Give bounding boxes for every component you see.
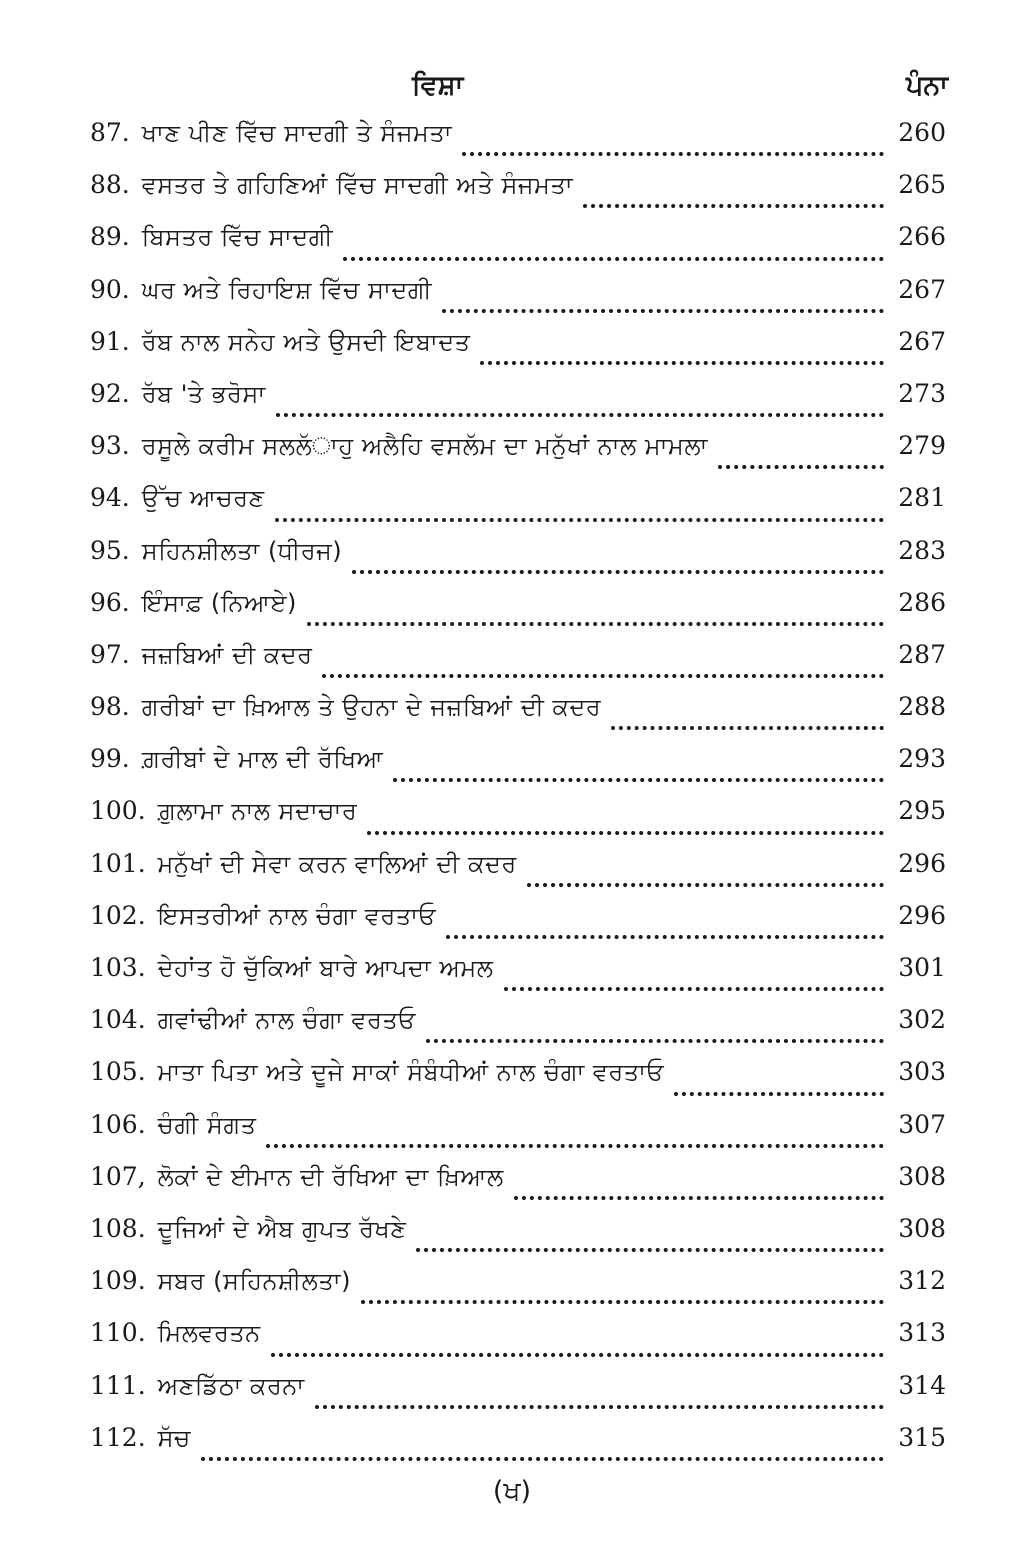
toc-entry-title: ਸਹਿਨਸ਼ੀਲਤਾ (ਧੀਰਜ)	[141, 536, 343, 565]
toc-entry-number: 102.	[90, 900, 146, 930]
toc-entry-title: ਜਜ਼ਬਿਆਂ ਦੀ ਕਦਰ	[141, 640, 313, 669]
toc-entry-title: ਇਸਤਰੀਆਂ ਨਾਲ ਚੰਗਾ ਵਰਤਾਓ	[157, 901, 437, 930]
toc-entry-title: ਲੋਕਾਂ ਦੇ ਈਮਾਨ ਦੀ ਰੱਖਿਆ ਦਾ ਖ਼ਿਆਲ	[157, 1162, 504, 1191]
toc-entry-number: 110.	[90, 1318, 146, 1348]
toc-dot-leader	[611, 726, 884, 730]
toc-entry-title: ਮਾਤਾ ਪਿਤਾ ਅਤੇ ਦੂਜੇ ਸਾਕਾਂ ਸੰਬੰਧੀਆਂ ਨਾਲ ਚੰਗਾ ਵਰਤਾਓ	[157, 1058, 665, 1087]
toc-entry-number: 107,	[90, 1161, 146, 1191]
toc-entry-page: 303	[898, 1057, 946, 1087]
toc-dot-leader	[352, 570, 884, 574]
toc-entry	[90, 796, 946, 848]
toc-entry-title: ਰਸੂਲੇ ਕਰੀਮ ਸਲਲੱਾਹੁ ਅਲੈਹਿ ਵਸਲੱਮ ਦਾ ਮਨੁੱਖਾਂ ਨਾਲ ਮਾਮਲਾ	[141, 432, 708, 461]
toc-entry-title: ਘਰ ਅਤੇ ਰਿਹਾਇਸ਼ ਵਿੱਚ ਸਾਦਗੀ	[141, 275, 433, 304]
toc-dot-leader	[718, 465, 884, 469]
toc-entry-number: 106.	[90, 1109, 146, 1139]
toc-entry-number: 109.	[90, 1266, 146, 1296]
toc-entry-number: 88.	[90, 170, 130, 200]
toc-entry-title: ਸੱਚ	[157, 1423, 191, 1452]
toc-entry-page: 287	[898, 639, 946, 669]
toc-entry-number: 112.	[90, 1422, 146, 1452]
toc-entry	[90, 1057, 946, 1109]
toc-entry	[90, 275, 946, 327]
toc-entry-number: 98.	[90, 692, 130, 722]
toc-entry-number: 89.	[90, 222, 130, 252]
toc-entry-title: ਦੇਹਾਂਤ ਹੋ ਚੁੱਕਿਆਂ ਬਾਰੇ ਆਪਦਾ ਅਮਲ	[157, 954, 494, 982]
toc-entry	[90, 1318, 946, 1370]
toc-entry-title: ਸਬਰ (ਸਹਿਨਸ਼ੀਲਤਾ)	[157, 1267, 351, 1296]
toc-entry-title: ਅਣਡਿੱਠਾ ਕਰਨਾ	[157, 1371, 305, 1400]
toc-entry-page: 296	[898, 848, 946, 878]
toc-entry-number: 105.	[90, 1057, 146, 1087]
toc-entry-title: ਬਿਸਤਰ ਵਿੱਚ ਸਾਦਗੀ	[141, 223, 334, 252]
topic-column-heading: ਵਿਸ਼ਾ	[412, 70, 464, 101]
page-number-marker: (ਖ)	[492, 1476, 532, 1507]
toc-entry-number: 90.	[90, 274, 130, 304]
toc-entry-number: 104.	[90, 1005, 146, 1035]
toc-entry-title: ਵਸਤਰ ਤੇ ਗਹਿਣਿਆਂ ਵਿੱਚ ਸਾਦਗੀ ਅਤੇ ਸੰਜਮਤਾ	[141, 171, 574, 200]
toc-entry-page: 315	[898, 1422, 946, 1452]
toc-entry-number: 93.	[90, 431, 130, 461]
toc-dot-leader	[480, 361, 884, 365]
toc-dot-leader	[674, 1092, 884, 1096]
toc-entry-title: ਗਰੀਬਾਂ ਦਾ ਖ਼ਿਆਲ ਤੇ ਉਹਨਾ ਦੇ ਜਜ਼ਬਿਆਂ ਦੀ ਕਦਰ	[141, 693, 602, 722]
toc-entry	[90, 170, 946, 222]
toc-entry-number: 94.	[90, 483, 130, 513]
toc-entry-page: 314	[898, 1370, 946, 1400]
toc-dot-leader	[514, 1196, 884, 1200]
toc-entry-title: ਮਨੁੱਖਾਂ ਦੀ ਸੇਵਾ ਕਰਨ ਵਾਲਿਆਂ ਦੀ ਕਦਰ	[157, 849, 517, 878]
toc-entry-page: 281	[898, 483, 946, 513]
toc-entry-page: 288	[898, 692, 946, 722]
toc-entry-number: 91.	[90, 326, 130, 356]
toc-entry-number: 92.	[90, 378, 130, 408]
toc-dot-leader	[276, 413, 884, 417]
toc-entry-page: 293	[898, 744, 946, 774]
toc-entry	[90, 744, 946, 796]
toc-entry	[90, 431, 946, 483]
toc-entry	[90, 1423, 946, 1475]
toc-entry	[90, 536, 946, 588]
toc-entry-title: ਉੱਚ ਆਚਰਣ	[141, 484, 265, 513]
toc-entry-title: ਗ਼ਰੀਬਾਂ ਦੇ ਮਾਲ ਦੀ ਰੱਖਿਆ	[141, 745, 384, 774]
toc-entry-number: 96.	[90, 587, 130, 617]
toc-entry-page: 295	[898, 796, 946, 826]
toc-dot-leader	[393, 778, 884, 782]
toc-dot-leader	[416, 1248, 884, 1252]
toc-entry-title: ਗਵਾਂਢੀਆਂ ਨਾਲ ਚੰਗਾ ਵਰਤਓ	[157, 1006, 416, 1035]
toc-entry	[90, 901, 946, 953]
toc-dot-leader	[361, 1300, 884, 1304]
toc-entry	[90, 118, 946, 170]
toc-entry-page: 312	[898, 1266, 946, 1296]
toc-dot-leader	[266, 1144, 884, 1148]
toc-entry-number: 95.	[90, 535, 130, 565]
toc-entry-page: 302	[898, 1005, 946, 1035]
toc-dot-leader	[315, 1405, 884, 1409]
toc-entry-page: 279	[898, 431, 946, 461]
toc-dot-leader	[426, 1039, 884, 1043]
toc-entry	[90, 1371, 946, 1423]
toc-entry-title: ਦੂਜਿਆਂ ਦੇ ਐਬ ਗੁਪਤ ਰੱਖਣੇ	[157, 1214, 407, 1243]
toc-dot-leader	[446, 935, 884, 939]
toc-entry-title: ਰੱਬ 'ਤੇ ਭਰੋਸਾ	[141, 379, 266, 408]
toc-entry	[90, 379, 946, 431]
toc-entry	[90, 640, 946, 692]
toc-entry	[90, 483, 946, 535]
toc-entry	[90, 1005, 946, 1057]
toc-entry-page: 313	[898, 1318, 946, 1348]
toc-entry-title: ਗ਼ੁਲਾਮਾ ਨਾਲ ਸਦਾਚਾਰ	[157, 797, 358, 826]
toc-entry	[90, 1162, 946, 1214]
toc-entry-number: 101.	[90, 848, 146, 878]
toc-entry-number: 111.	[90, 1370, 146, 1400]
toc-dot-leader	[527, 883, 884, 887]
toc-entry-title: ਖਾਣ ਪੀਣ ਵਿੱਚ ਸਾਦਗੀ ਤੇ ਸੰਜਮਤਾ	[141, 119, 453, 147]
toc-entry-title: ਰੱਬ ਨਾਲ ਸਨੇਹ ਅਤੇ ਉਸਦੀ ਇਬਾਦਤ	[141, 327, 471, 356]
toc-header	[90, 70, 948, 110]
toc-entry	[90, 1110, 946, 1162]
toc-entry-page: 308	[898, 1161, 946, 1191]
toc-entry-page: 265	[898, 170, 946, 200]
toc-entry-number: 108.	[90, 1213, 146, 1243]
toc-dot-leader	[275, 518, 884, 522]
toc-entry	[90, 327, 946, 379]
toc-entry-number: 100.	[90, 796, 146, 826]
toc-dot-leader	[367, 831, 884, 835]
toc-entry-page: 266	[898, 222, 946, 252]
toc-entry-page: 273	[898, 378, 946, 408]
toc-entry-page: 283	[898, 535, 946, 565]
toc-entry-page: 307	[898, 1109, 946, 1139]
toc-entry-page: 267	[898, 274, 946, 304]
toc-entry-page: 286	[898, 587, 946, 617]
toc-entry-title: ਚੰਗੀ ਸੰਗਤ	[157, 1110, 257, 1139]
toc-entry-page: 308	[898, 1213, 946, 1243]
toc-dot-leader	[322, 674, 884, 678]
toc-entry-title: ਇੰਸਾਫ਼ (ਨਿਆਏ)	[141, 588, 297, 617]
page-column-heading: ਪੰਨਾ	[905, 70, 948, 101]
toc-entry-page: 301	[898, 953, 946, 982]
toc-entry-number: 103.	[90, 953, 146, 982]
toc-dot-leader	[201, 1457, 884, 1461]
toc-entry-title: ਮਿਲਵਰਤਨ	[157, 1319, 261, 1348]
toc-entry-number: 87.	[90, 118, 130, 147]
toc-entry	[90, 588, 946, 640]
toc-dot-leader	[307, 622, 884, 626]
toc-entry	[90, 953, 946, 1005]
toc-entry-number: 99.	[90, 744, 130, 774]
toc-entry	[90, 1266, 946, 1318]
toc-entry-page: 267	[898, 326, 946, 356]
toc-entry	[90, 222, 946, 274]
toc-dot-leader	[462, 152, 884, 156]
toc-entry-page: 260	[898, 118, 946, 147]
toc-dot-leader	[504, 987, 884, 991]
toc-entry-number: 97.	[90, 639, 130, 669]
toc-entry	[90, 692, 946, 744]
toc-dot-leader	[442, 309, 884, 313]
toc-list	[90, 118, 946, 1475]
toc-entry	[90, 1214, 946, 1266]
toc-dot-leader	[583, 204, 884, 208]
toc-entry-page: 296	[898, 900, 946, 930]
toc-entry	[90, 849, 946, 901]
toc-dot-leader	[271, 1353, 884, 1357]
toc-dot-leader	[343, 257, 884, 261]
